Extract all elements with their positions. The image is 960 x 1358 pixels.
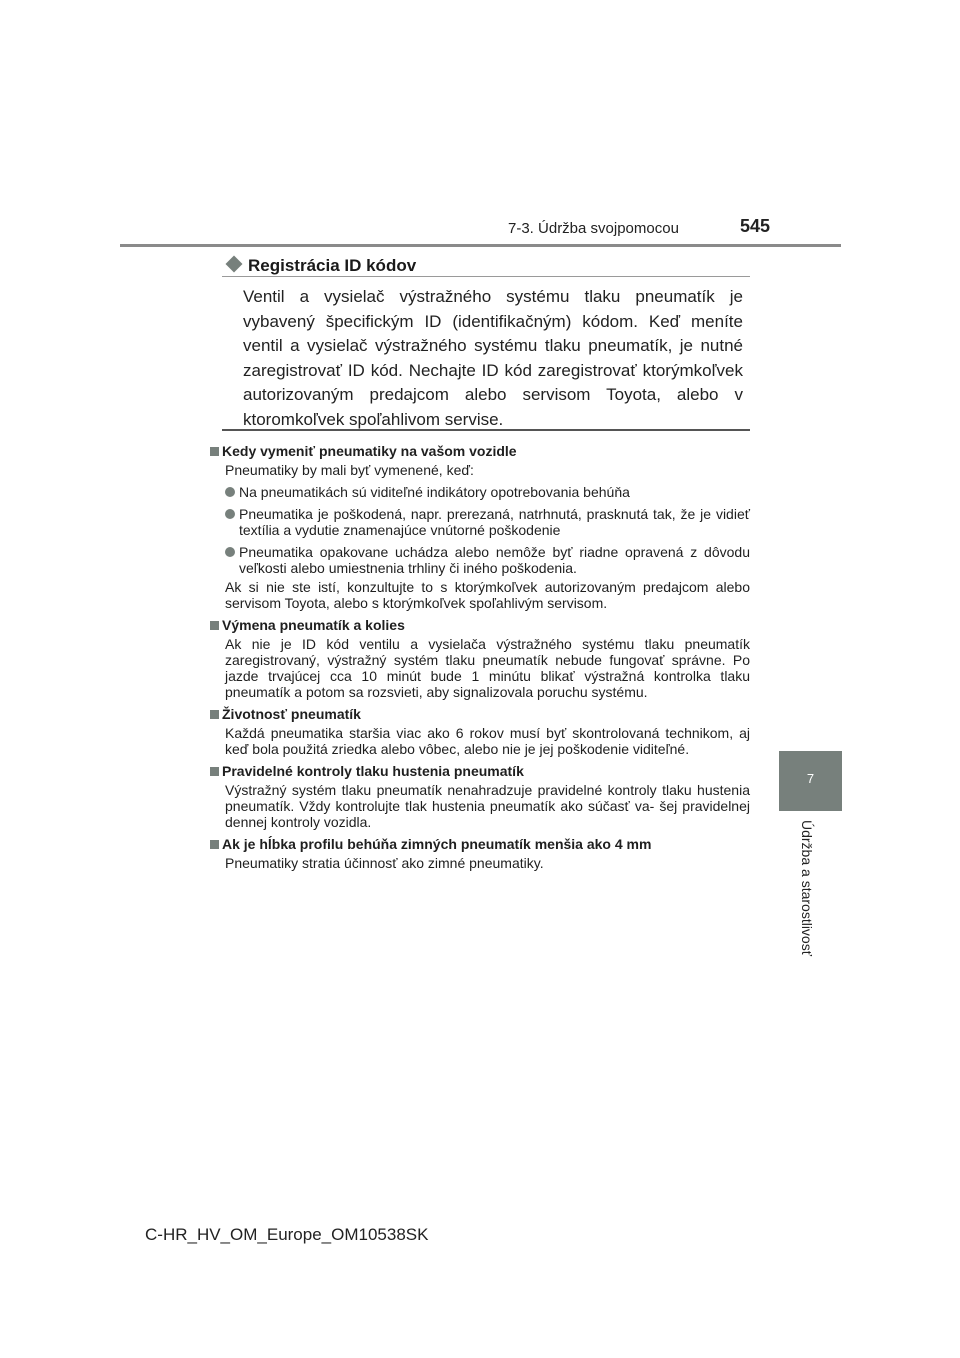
registration-divider (222, 276, 750, 277)
chapter-title-vertical (797, 820, 821, 1010)
registration-heading (222, 256, 750, 276)
section-divider (222, 429, 750, 431)
registration-title: Registrácia ID kódov (248, 256, 417, 275)
section-title-life: Životnosť pneumatík (210, 706, 750, 722)
square-bullet-icon (210, 710, 219, 719)
replace-intro: Pneumatiky by mali byť vymenené, keď: (225, 462, 474, 478)
section-title-wheels: Výmena pneumatík a kolies (210, 617, 750, 633)
list-item: Na pneumatikách sú viditeľné indikátory opotrebovania behúňa (225, 484, 750, 500)
circle-bullet-icon (225, 509, 235, 519)
square-bullet-icon (210, 767, 219, 776)
life-body: Každá pneumatika staršia viac ako 6 rokov musí byť skontrolovaná technikom, aj keď bola použitá zriedka alebo vôbec, alebo nie je jej poškodenie viditeľné. (225, 725, 750, 757)
replace-outro: Ak si nie ste istí, konzultujte to s ktorýmkoľvek autorizovaným predajcom alebo servisom Toyota, alebo s ktorýmkoľvek spoľahlivým servisom. (225, 579, 750, 611)
list-item: Pneumatika je poškodená, napr. prerezaná, natrhnutá, prasknutá tak, že je vidieť textília a vydutie znamenajúce vnútorné poškodenie (225, 506, 750, 538)
notes-content (210, 437, 750, 871)
section-title-replace: Kedy vymeniť pneumatiky na vašom vozidle (210, 443, 750, 459)
list-item: Pneumatika opakovane uchádza alebo nemôže byť riadne opravená z dôvodu veľkosti alebo umiestnenia trhliny či iného poškodenia. (225, 544, 750, 576)
chapter-number: 7 (806, 771, 815, 786)
square-bullet-icon (210, 621, 219, 630)
winter-body: Pneumatiky stratia účinnosť ako zimné pneumatiky. (225, 855, 544, 871)
square-bullet-icon (210, 840, 219, 849)
diamond-icon (226, 256, 243, 273)
chapter-title: Údržba a starostlivosť (799, 820, 815, 956)
page-header (0, 0, 960, 250)
chapter-tab (779, 751, 842, 811)
page-number: 545 (740, 216, 771, 236)
square-bullet-icon (210, 447, 219, 456)
circle-bullet-icon (225, 547, 235, 557)
section-title-winter: Ak je hĺbka profilu behúňa zimných pneumatík menšia ako 4 mm (210, 836, 750, 852)
circle-bullet-icon (225, 487, 235, 497)
section-title-checks: Pravidelné kontroly tlaku hustenia pneumatík (210, 763, 750, 779)
header-divider (120, 244, 841, 247)
checks-body: Výstražný systém tlaku pneumatík nenahradzuje pravidelné kontroly tlaku hustenia pneumatík. Vždy kontrolujte tlak hustenia pneumatík ako súčasť va- šej pravidelnej dennej kontroly vozidla. (225, 782, 750, 830)
document-code: C-HR_HV_OM_Europe_OM10538SK (145, 1225, 429, 1244)
wheels-body: Ak nie je ID kód ventilu a vysielača výstražného systému tlaku pneumatík zaregistrovaný, výstražný systém tlaku pneumatík nebude fungovať správne. Po jazde trvajúcej cca 10 minút bude 1 minútu blikať výstražná kontrolka tlaku pneumatík a potom sa rozsvieti, aby signalizovala poruchu systému. (225, 636, 750, 700)
section-label: 7-3. Údržba svojpomocou (508, 220, 679, 237)
registration-body: Ventil a vysielač výstražného systému tlaku pneumatík je vybavený špecifickým ID (identifikačným) kódom. Keď meníte ventil a vysielač výstražného systému tlaku pneumatík, je nutné zaregistrovať ID kód. Nechajte ID kód zaregistrovať ktorýmkoľvek autorizovaným predajcom alebo servisom Toyota, alebo v ktoromkoľvek spoľahlivom servise. (243, 287, 743, 429)
